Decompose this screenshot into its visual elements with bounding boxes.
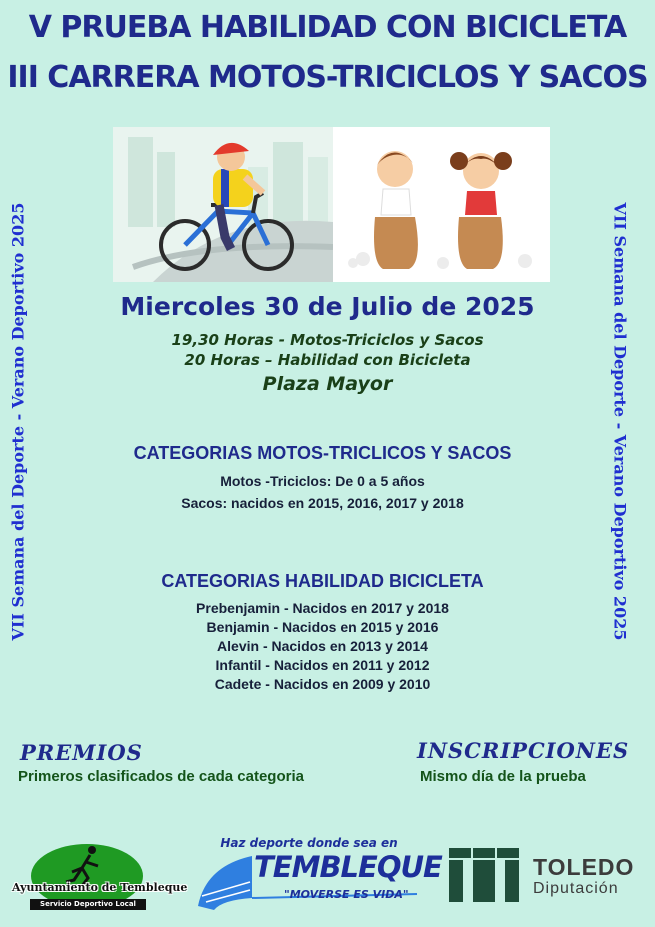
premios-heading: PREMIOS [20, 740, 143, 765]
side-banner-right: VII Semana del Deporte - Verano Deportivo 2025 [610, 202, 630, 641]
bicycle-and-sack-race-illustration [113, 127, 550, 282]
side-banner-left: VII Semana del Deporte - Verano Deportivo 2025 [8, 202, 28, 641]
categories-bici-line: Benjamin - Nacidos en 2015 y 2016 [206, 619, 439, 635]
tembleque-slogan: "MOVERSE ES VIDA" [284, 888, 409, 901]
categories-motos-line: Sacos: nacidos en 2015, 2016, 2017 y 2018 [181, 495, 464, 511]
toledo-sub: Diputación [533, 880, 619, 897]
categories-bici-line: Prebenjamin - Nacidos en 2017 y 2018 [196, 600, 449, 616]
categories-bici-line: Infantil - Nacidos en 2011 y 2012 [215, 657, 430, 673]
tembleque-name: TEMBLEQUE [254, 850, 442, 884]
toledo-diputacion-logo [447, 846, 647, 906]
title-line-2: III CARRERA MOTOS-TRICICLOS Y SACOS [7, 60, 648, 95]
title-line-1: V PRUEBA HABILIDAD CON BICICLETA [28, 10, 627, 45]
schedule-line-1: 19,30 Horas - Motos-Triciclos y Sacos [171, 331, 484, 349]
categories-motos-heading: CATEGORIAS MOTOS-TRICLICOS Y SACOS [133, 443, 512, 463]
ayuntamiento-name: Ayuntamiento de Tembleque [12, 881, 188, 894]
event-date: Miercoles 30 de Julio de 2025 [120, 292, 535, 321]
toledo-name: TOLEDO [533, 854, 635, 880]
event-illustration [113, 127, 550, 282]
inscripciones-heading: INSCRIPCIONES [417, 738, 630, 763]
tembleque-logo [192, 836, 442, 918]
inscripciones-text: Mismo día de la prueba [420, 768, 586, 785]
categories-bici-heading: CATEGORIAS HABILIDAD BICICLETA [161, 571, 484, 591]
diputacion-emblem-icon [447, 846, 521, 904]
premios-text: Primeros clasificados de cada categoria [18, 768, 304, 785]
schedule-line-2: 20 Horas – Habilidad con Bicicleta [184, 351, 471, 369]
event-location: Plaza Mayor [262, 373, 393, 395]
categories-bici-line: Cadete - Nacidos en 2009 y 2010 [214, 676, 431, 692]
ayuntamiento-logo [12, 838, 188, 918]
categories-bici-line: Alevin - Nacidos en 2013 y 2014 [217, 638, 428, 654]
tembleque-tagline: Haz deporte donde sea en [220, 836, 398, 850]
ayuntamiento-sub: Servicio Deportivo Local [30, 899, 146, 910]
categories-motos-line: Motos -Triciclos: De 0 a 5 años [220, 473, 425, 489]
